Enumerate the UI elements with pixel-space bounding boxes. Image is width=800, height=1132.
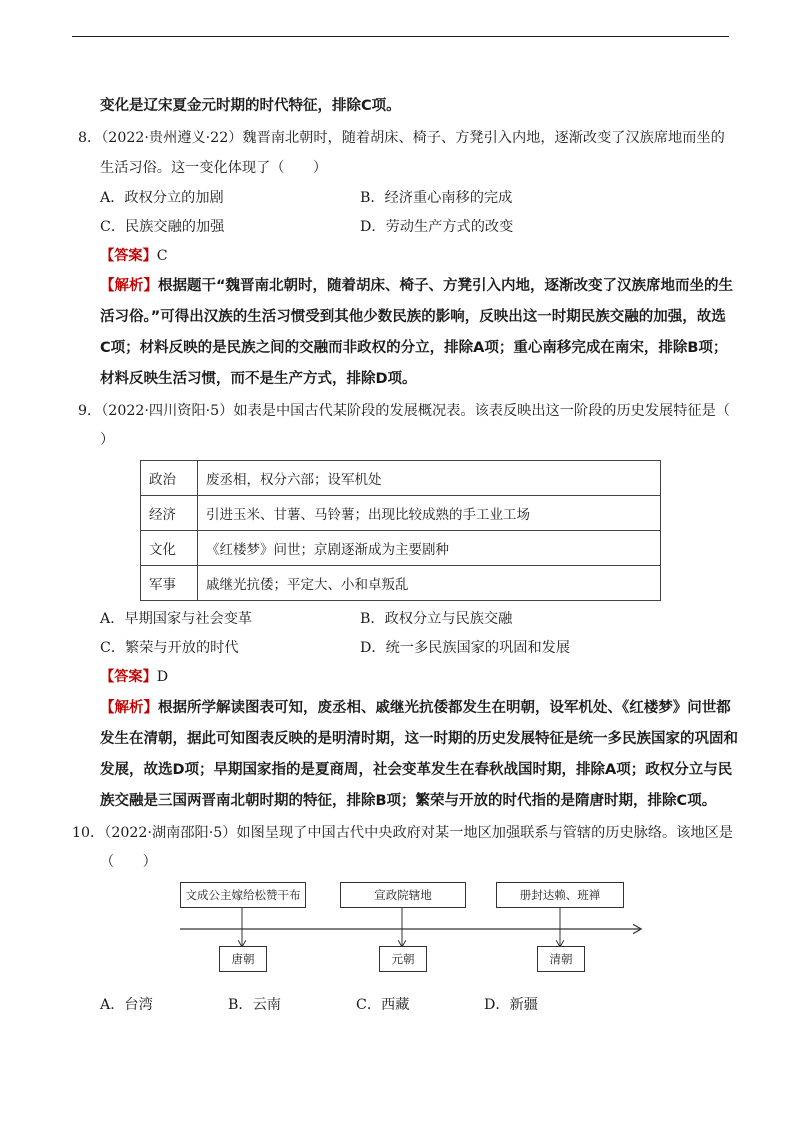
q10-stem-line2: （ ）	[100, 854, 157, 870]
dynasty-box: 清朝	[537, 946, 585, 972]
table-value-cell: 戚继光抗倭；平定大、小和卓叛乱	[198, 566, 661, 601]
dynasty-box: 唐朝	[219, 946, 267, 972]
q9-stem-line1	[78, 401, 730, 421]
q8-answer	[100, 246, 168, 266]
q10-option-d: D．新疆	[484, 997, 538, 1013]
table-key-cell: 文化	[141, 531, 198, 566]
q8-number: 8．	[78, 130, 102, 146]
q8-analysis-line1	[100, 276, 733, 296]
answer-tag: 【答案】	[100, 248, 157, 264]
q8-option-a: A．政权分立的加剧	[100, 190, 224, 206]
q9-stem-text1: （2022·四川资阳·5）如表是中国古代某阶段的发展概况表。该表反映出这一阶段的历史发展特征是（	[101, 403, 730, 419]
q7-analysis-tail: 变化是辽宋夏金元时期的时代特征，排除C项。	[100, 98, 401, 114]
event-box: 文成公主嫁给松赞干布	[180, 882, 306, 908]
q8-stem-line2: 生活习俗。这一变化体现了（ ）	[100, 160, 328, 176]
q9-option-c: C．繁荣与开放的时代	[100, 640, 239, 656]
table-row	[141, 496, 661, 531]
q8-analysis-text1: 根据题干“魏晋南北朝时，随着胡床、椅子、方凳引入内地，逐渐改变了汉族席地而坐的生	[158, 278, 734, 294]
q9-option-a: A．早期国家与社会变革	[100, 611, 253, 627]
q8-option-c: C．民族交融的加强	[100, 219, 225, 235]
q10-option-c: C．西藏	[356, 997, 410, 1013]
q9-analysis-line2: 发生在清朝，据此可知图表反映的是明清时期，这一时期的历史发展特征是统一多民族国家的巩固和	[100, 731, 738, 747]
q10-timeline-diagram	[170, 880, 660, 975]
table-key-cell: 军事	[141, 566, 198, 601]
q10-option-b: B．云南	[228, 997, 281, 1013]
q8-option-d: D．劳动生产方式的改变	[360, 219, 514, 235]
q8-option-b: B．经济重心南移的完成	[360, 190, 513, 206]
q9-answer	[100, 667, 168, 687]
q10-stem-line1	[72, 823, 733, 843]
q9-number: 9．	[78, 403, 102, 419]
q9-analysis-line3: 发展，故选D项；早期国家指的是夏商周，社会变革发生在春秋战国时期，排除A项；政权分立与民	[100, 762, 733, 778]
table-row	[141, 461, 661, 496]
q8-analysis-line4: 材料反映生活习惯，而不是生产方式，排除D项。	[100, 371, 417, 387]
q8-stem-text1: （2022·贵州遵义·22）魏晋南北朝时，随着胡床、椅子、方凳引入内地，逐渐改变了汉族席地而坐的	[101, 130, 725, 146]
q10-number: 10．	[72, 825, 105, 841]
q8-analysis-line3: C项；材料反映的是民族之间的交融而非政权的分立，排除A项；重心南移完成在南宋，排除B项；	[100, 340, 728, 356]
q9-option-d: D．统一多民族国家的巩固和发展	[360, 640, 571, 656]
answer-tag: 【答案】	[100, 669, 157, 685]
q9-stem-line2: ）	[100, 432, 115, 448]
table-key-cell: 经济	[141, 496, 198, 531]
event-box: 宣政院辖地	[340, 882, 466, 908]
event-box: 册封达赖、班禅	[496, 882, 624, 908]
analysis-tag: 【解析】	[100, 700, 158, 716]
table-value-cell: 《红楼梦》问世；京剧逐渐成为主要剧种	[198, 531, 661, 566]
q8-stem-line1	[78, 128, 725, 148]
analysis-tag: 【解析】	[100, 278, 158, 294]
table-row	[141, 531, 661, 566]
q10-stem-text1: （2022·湖南邵阳·5）如图呈现了中国古代中央政府对某一地区加强联系与管辖的历史脉络。该地区是	[104, 825, 733, 841]
dynasty-box: 元朝	[379, 946, 427, 972]
q9-history-table	[140, 460, 661, 601]
table-value-cell: 废丞相，权分六部；设军机处	[198, 461, 661, 496]
q9-analysis-line4: 族交融是三国两晋南北朝时期的特征，排除B项；繁荣与开放的时代指的是隋唐时期，排除C项。	[100, 793, 717, 809]
q8-answer-value: C	[156, 248, 168, 264]
table-value-cell: 引进玉米、甘薯、马铃薯；出现比较成熟的手工业工场	[198, 496, 661, 531]
q10-option-a: A．台湾	[100, 997, 153, 1013]
q9-option-b: B．政权分立与民族交融	[360, 611, 513, 627]
table-key-cell: 政治	[141, 461, 198, 496]
q9-analysis-line1	[100, 698, 731, 718]
q9-analysis-text1: 根据所学解读图表可知，废丞相、戚继光抗倭都发生在明朝，设军机处、《红楼梦》问世都	[158, 700, 731, 716]
q8-analysis-line2: 活习俗。”可得出汉族的生活习惯受到其他少数民族的影响，反映出这一时期民族交融的加强，故选	[100, 309, 726, 325]
q9-answer-value: D	[156, 669, 169, 685]
header-rule	[72, 36, 729, 37]
table-row	[141, 566, 661, 601]
